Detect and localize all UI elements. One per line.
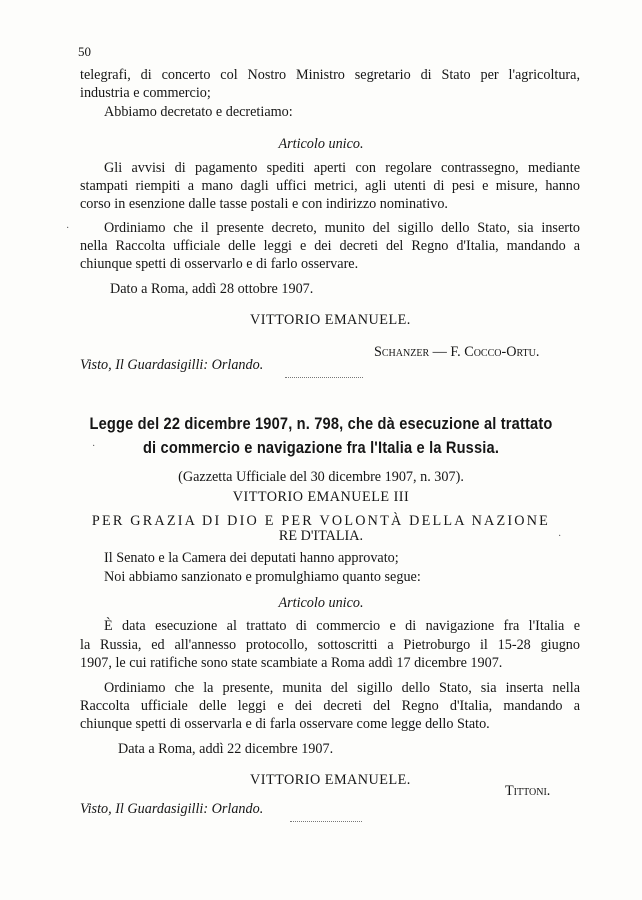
end-divider — [290, 821, 362, 822]
law-minister-signature: Tittoni. — [505, 783, 551, 799]
law-article-line-2: la Russia, ed all'annesso protocollo, sottoscritti a Pietroburgo il 15-28 giugno — [80, 637, 580, 653]
king-title: VITTORIO EMANUELE III — [232, 489, 410, 505]
law-title-line-1: Legge del 22 dicembre 1907, n. 798, che dà esecuzione al trattato — [89, 414, 553, 433]
law-article-line-1: È data esecuzione al trattato di commercio e di navigazione fra l'Italia e — [104, 618, 580, 634]
gazette-reference: (Gazzetta Ufficiale del 30 dicembre 1907, n. 307). — [178, 469, 464, 485]
order-line-3: chiunque spetti di osservarlo e di farlo osservare. — [80, 256, 359, 272]
page-number: 50 — [78, 44, 91, 59]
minister-signatures: Schanzer — F. Cocco-Ortu. — [374, 344, 540, 360]
visto-line: Visto, Il Guardasigilli: Orlando. — [80, 357, 264, 373]
grace-line: PER GRAZIA DI DIO E PER VOLONTÀ DELLA NAZIONE — [91, 513, 551, 529]
king-signature: VITTORIO EMANUELE. — [250, 312, 411, 328]
law-order-line-3: chiunque spetti di osservarla e di farla osservare come legge dello Stato. — [80, 716, 490, 732]
continuation-line-1: telegrafi, di concerto col Nostro Ministro segretario di Stato per l'agricoltura, — [80, 67, 580, 83]
law-date-line: Data a Roma, addì 22 dicembre 1907. — [118, 741, 334, 757]
section-divider — [285, 377, 363, 378]
margin-mark: · — [558, 531, 562, 542]
law-order-line-1: Ordiniamo che la presente, munita del sigillo dello Stato, sia inserta nella — [104, 680, 580, 696]
law-king-signature: VITTORIO EMANUELE. — [250, 772, 411, 788]
preamble-line-1: Il Senato e la Camera dei deputati hanno approvato; — [104, 550, 399, 566]
article-heading: Articolo unico. — [278, 136, 364, 152]
law-title-line-2: di commercio e navigazione fra l'Italia e la Russia. — [142, 438, 500, 457]
law-article-line-3: 1907, le cui ratifiche sono state scambiate a Roma addì 17 dicembre 1907. — [80, 655, 503, 671]
article-line-2: stampati riempiti a mano dagli uffici metrici, agli utenti di pesi e misure, hanno — [80, 178, 580, 194]
law-article-heading: Articolo unico. — [278, 595, 364, 611]
order-line-1: Ordiniamo che il presente decreto, munito del sigillo dello Stato, sia inserto — [104, 220, 580, 236]
preamble-line-2: Noi abbiamo sanzionato e promulghiamo quanto segue: — [104, 569, 421, 585]
continuation-line-2: industria e commercio; — [80, 85, 211, 101]
article-line-1: Gli avvisi di pagamento spediti aperti con regolare contrassegno, mediante — [104, 160, 580, 176]
margin-mark: · — [66, 223, 70, 234]
date-line: Dato a Roma, addì 28 ottobre 1907. — [110, 281, 314, 297]
law-visto-line: Visto, Il Guardasigilli: Orlando. — [80, 801, 264, 817]
article-line-3: corso in esenzione dalle tasse postali e con indirizzo nominativo. — [80, 196, 448, 212]
enacting-clause: Abbiamo decretato e decretiamo: — [104, 104, 293, 120]
margin-mark: · — [92, 441, 96, 452]
king-of-italy: RE D'ITALIA. — [278, 528, 364, 544]
law-order-line-2: Raccolta ufficiale delle leggi e dei decreti del Regno d'Italia, mandando a — [80, 698, 580, 714]
order-line-2: nella Raccolta ufficiale delle leggi e dei decreti del Regno d'Italia, mandando a — [80, 238, 580, 254]
